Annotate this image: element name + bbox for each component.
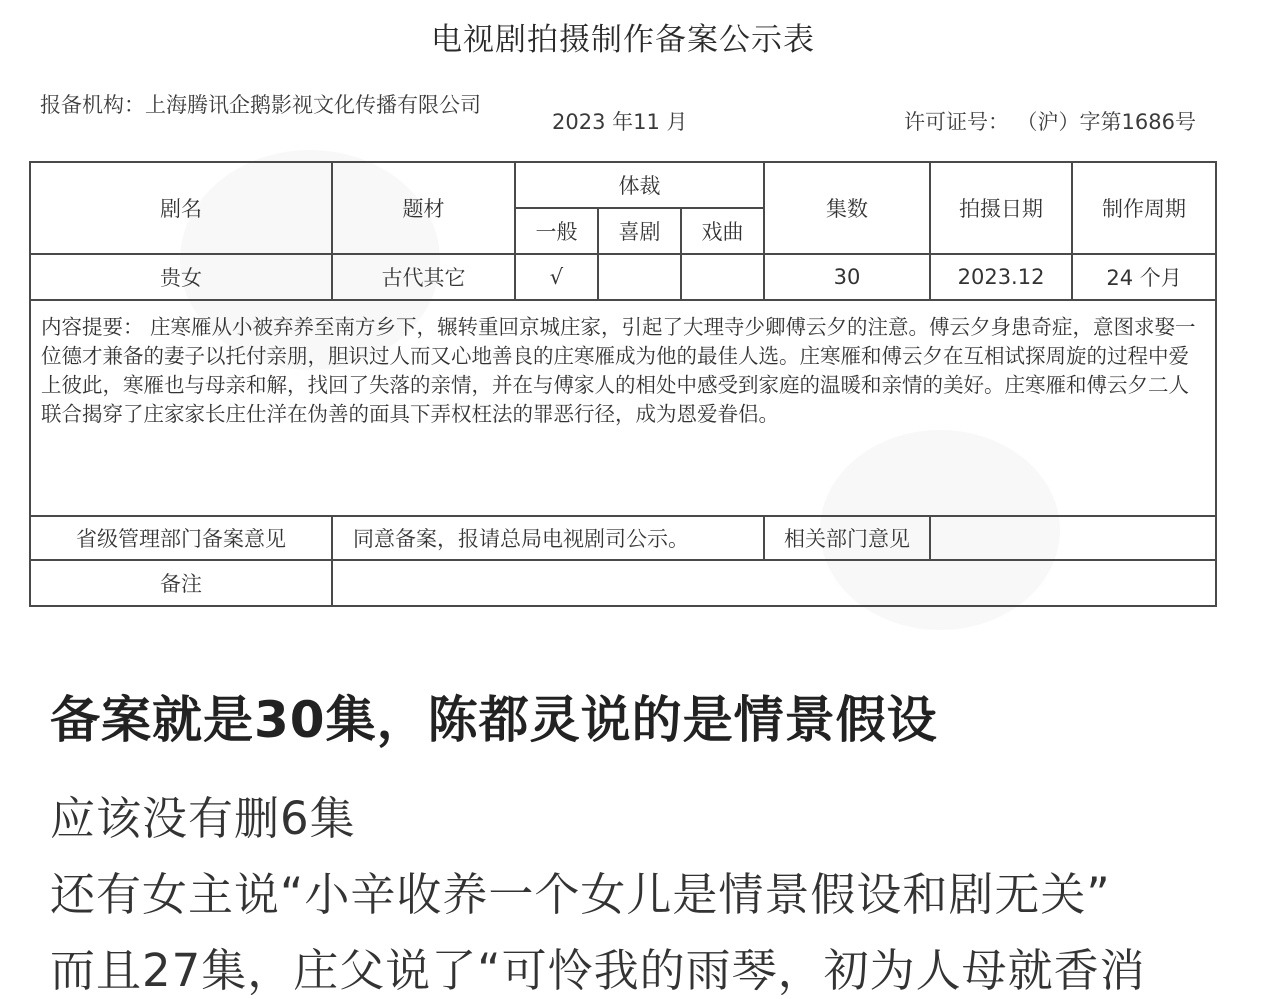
cell-genre-general: √ [515, 254, 598, 300]
license-number [904, 106, 1196, 136]
post-line: 还有女主说“小辛收养一个女儿是情景假设和剧无关” [50, 868, 1111, 921]
header-genre-opera: 戏曲 [681, 208, 764, 254]
remarks-value [332, 560, 1216, 606]
header-genre-comedy: 喜剧 [598, 208, 681, 254]
synopsis: 内容提要： 庄寒雁从小被弃养至南方乡下，辗转重回京城庄家，引起了大理寺少卿傅云夕的注意。傅云夕身患奇症，意图求娶一位德才兼备的妻子以托付亲朋，胆识过人而又心地善良的庄寒雁成为他的最佳人选。庄寒雁和傅云夕在互相试探周旋的过程中爱上彼此，寒雁也与母亲和解，找回了失落的亲情，并在与傅家人的相处中感受到家庭的温暖和亲情的美好。庄寒雁和傅云夕二人联合揭穿了庄家家长庄仕洋在伪善的面具下弄权枉法的罪恶行径，成为恩爱眷侣。 [30, 300, 1216, 516]
post-line: 应该没有删6集 [50, 792, 356, 845]
license-value: （沪）字第1686号 [1027, 110, 1196, 134]
header-episodes: 集数 [764, 162, 930, 254]
cell-production-cycle: 24 个月 [1072, 254, 1216, 300]
header-drama-name: 剧名 [30, 162, 332, 254]
filing-organization [40, 90, 500, 120]
related-opinion [930, 516, 1216, 560]
post-line: 而且27集，庄父说了“可怜我的雨琴，初为人母就香消 [50, 944, 1146, 997]
filing-table [29, 161, 1217, 607]
header-shoot-date: 拍摄日期 [930, 162, 1072, 254]
cell-genre-opera [681, 254, 764, 300]
header-genre: 体裁 [515, 162, 764, 208]
header-genre-general: 一般 [515, 208, 598, 254]
table-row [30, 254, 1216, 300]
provincial-opinion-label: 省级管理部门备案意见 [30, 516, 332, 560]
header-production-cycle: 制作周期 [1072, 162, 1216, 254]
cell-drama-name: 贵女 [30, 254, 332, 300]
document-title: 电视剧拍摄制作备案公示表 [431, 22, 815, 58]
provincial-opinion: 同意备案，报请总局电视剧司公示。 [332, 516, 764, 560]
license-label: 许可证号： [904, 110, 1009, 134]
filing-date: 2023 年11 月 [552, 110, 688, 134]
organization-name: 上海腾讯企鹅影视文化传播有限公司 [145, 93, 481, 117]
cell-episodes: 30 [764, 254, 930, 300]
cell-shoot-date: 2023.12 [930, 254, 1072, 300]
related-opinion-label: 相关部门意见 [764, 516, 930, 560]
cell-theme: 古代其它 [332, 254, 515, 300]
post-heading: 备案就是30集，陈都灵说的是情景假设 [50, 691, 938, 749]
cell-genre-comedy [598, 254, 681, 300]
remarks-label: 备注 [30, 560, 332, 606]
organization-label: 报备机构： [40, 93, 145, 117]
header-theme: 题材 [332, 162, 515, 254]
